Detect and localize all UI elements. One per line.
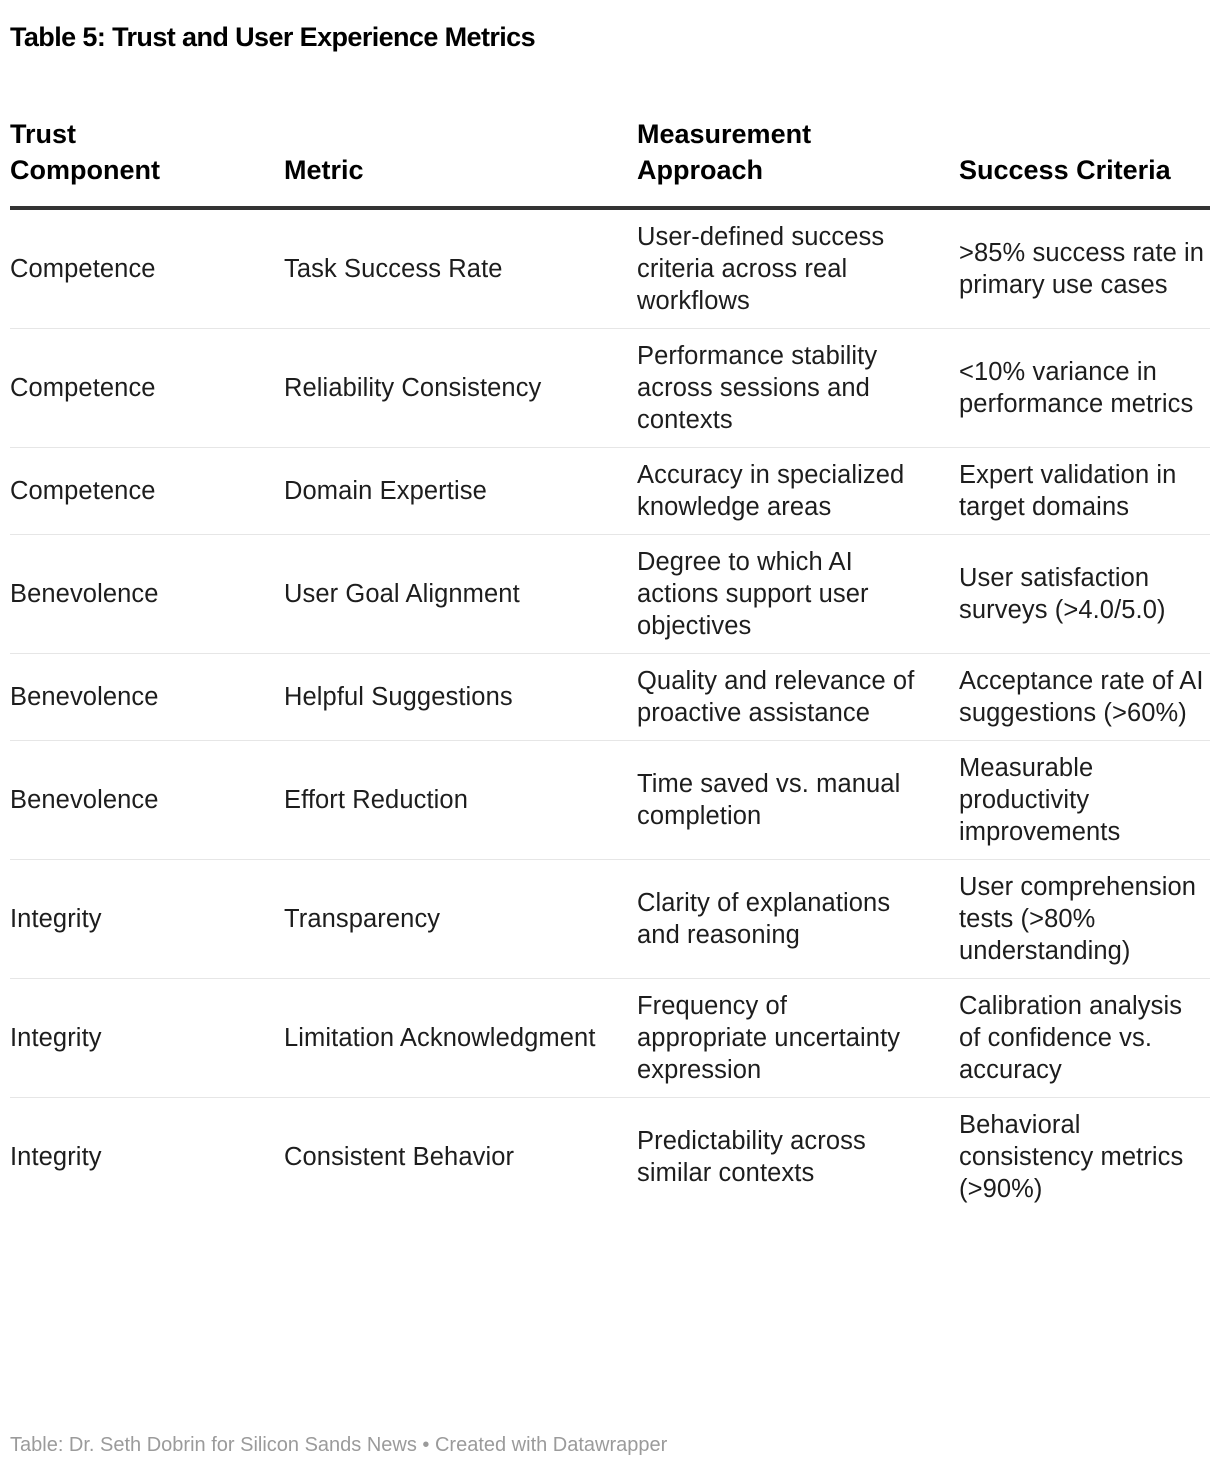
- table-row: [10, 535, 1210, 654]
- metric-cell: Effort Reduction: [284, 741, 637, 860]
- table-row: [10, 741, 1210, 860]
- header-trust-component: Trust Component: [10, 112, 284, 208]
- trust-component-cell: Benevolence: [10, 654, 284, 741]
- measurement-approach-cell: Clarity of explanations and reasoning: [637, 860, 959, 979]
- metric-cell: Helpful Suggestions: [284, 654, 637, 741]
- success-criteria-cell: Behavioral consistency metrics (>90%): [959, 1111, 1184, 1203]
- success-criteria-cell: Acceptance rate of AI suggestions (>60%): [959, 654, 1210, 741]
- measurement-approach-cell: Frequency of appropriate uncertainty expression: [637, 979, 959, 1098]
- success-criteria-cell: User satisfaction surveys (>4.0/5.0): [959, 535, 1210, 654]
- metric-cell: User Goal Alignment: [284, 535, 637, 654]
- table-row: [10, 979, 1210, 1098]
- trust-component-cell: Competence: [10, 448, 284, 535]
- success-criteria-cell: User comprehension tests (>80% understanding): [959, 860, 1210, 979]
- header-metric: Metric: [284, 112, 637, 208]
- header-success-criteria: Success Criteria: [959, 112, 1210, 208]
- measurement-approach-cell: Accuracy in specialized knowledge areas: [637, 448, 959, 535]
- measurement-approach-cell: Performance stability across sessions and contexts: [637, 329, 959, 448]
- success-criteria-cell: Measurable productivity improvements: [959, 741, 1210, 860]
- metric-cell: Reliability Consistency: [284, 329, 637, 448]
- success-criteria-cell: Calibration analysis of confidence vs. accuracy: [959, 979, 1210, 1098]
- metrics-table: [10, 112, 1210, 1216]
- success-criteria-cell: >85% success rate in primary use cases: [959, 208, 1210, 329]
- trust-component-cell: Competence: [10, 208, 284, 329]
- success-criteria-cell: Expert validation in target domains: [959, 448, 1210, 535]
- metric-cell: Task Success Rate: [284, 208, 637, 329]
- trust-component-cell: Integrity: [10, 979, 284, 1098]
- measurement-approach-cell: User-defined success criteria across real workflows: [637, 208, 959, 329]
- table-row: [10, 208, 1210, 329]
- table-title: Table 5: Trust and User Experience Metrics: [10, 22, 536, 52]
- table-footer: Table: Dr. Seth Dobrin for Silicon Sands News • Created with Datawrapper: [10, 1434, 668, 1456]
- trust-component-cell: Benevolence: [10, 741, 284, 860]
- header-row: [10, 112, 1210, 208]
- metric-cell: Limitation Acknowledgment: [284, 979, 637, 1098]
- table-row: [10, 1098, 1210, 1217]
- measurement-approach-cell: Predictability across similar contexts: [637, 1127, 866, 1187]
- trust-component-cell: Integrity: [10, 860, 284, 979]
- metric-cell: Transparency: [284, 860, 637, 979]
- table-row: [10, 860, 1210, 979]
- header-measurement-approach: Measurement Approach: [637, 112, 959, 208]
- success-criteria-cell: <10% variance in performance metrics: [959, 329, 1210, 448]
- table-row: [10, 448, 1210, 535]
- table-body: [10, 208, 1210, 1216]
- metric-cell: Domain Expertise: [284, 448, 637, 535]
- measurement-approach-cell: Time saved vs. manual completion: [637, 741, 959, 860]
- metric-cell: Consistent Behavior: [284, 1143, 515, 1171]
- trust-component-cell: Competence: [10, 329, 284, 448]
- table-row: [10, 654, 1210, 741]
- table-row: [10, 329, 1210, 448]
- measurement-approach-cell: Quality and relevance of proactive assistance: [637, 654, 959, 741]
- trust-component-cell: Integrity: [10, 1143, 102, 1171]
- trust-component-cell: Benevolence: [10, 535, 284, 654]
- measurement-approach-cell: Degree to which AI actions support user objectives: [637, 535, 959, 654]
